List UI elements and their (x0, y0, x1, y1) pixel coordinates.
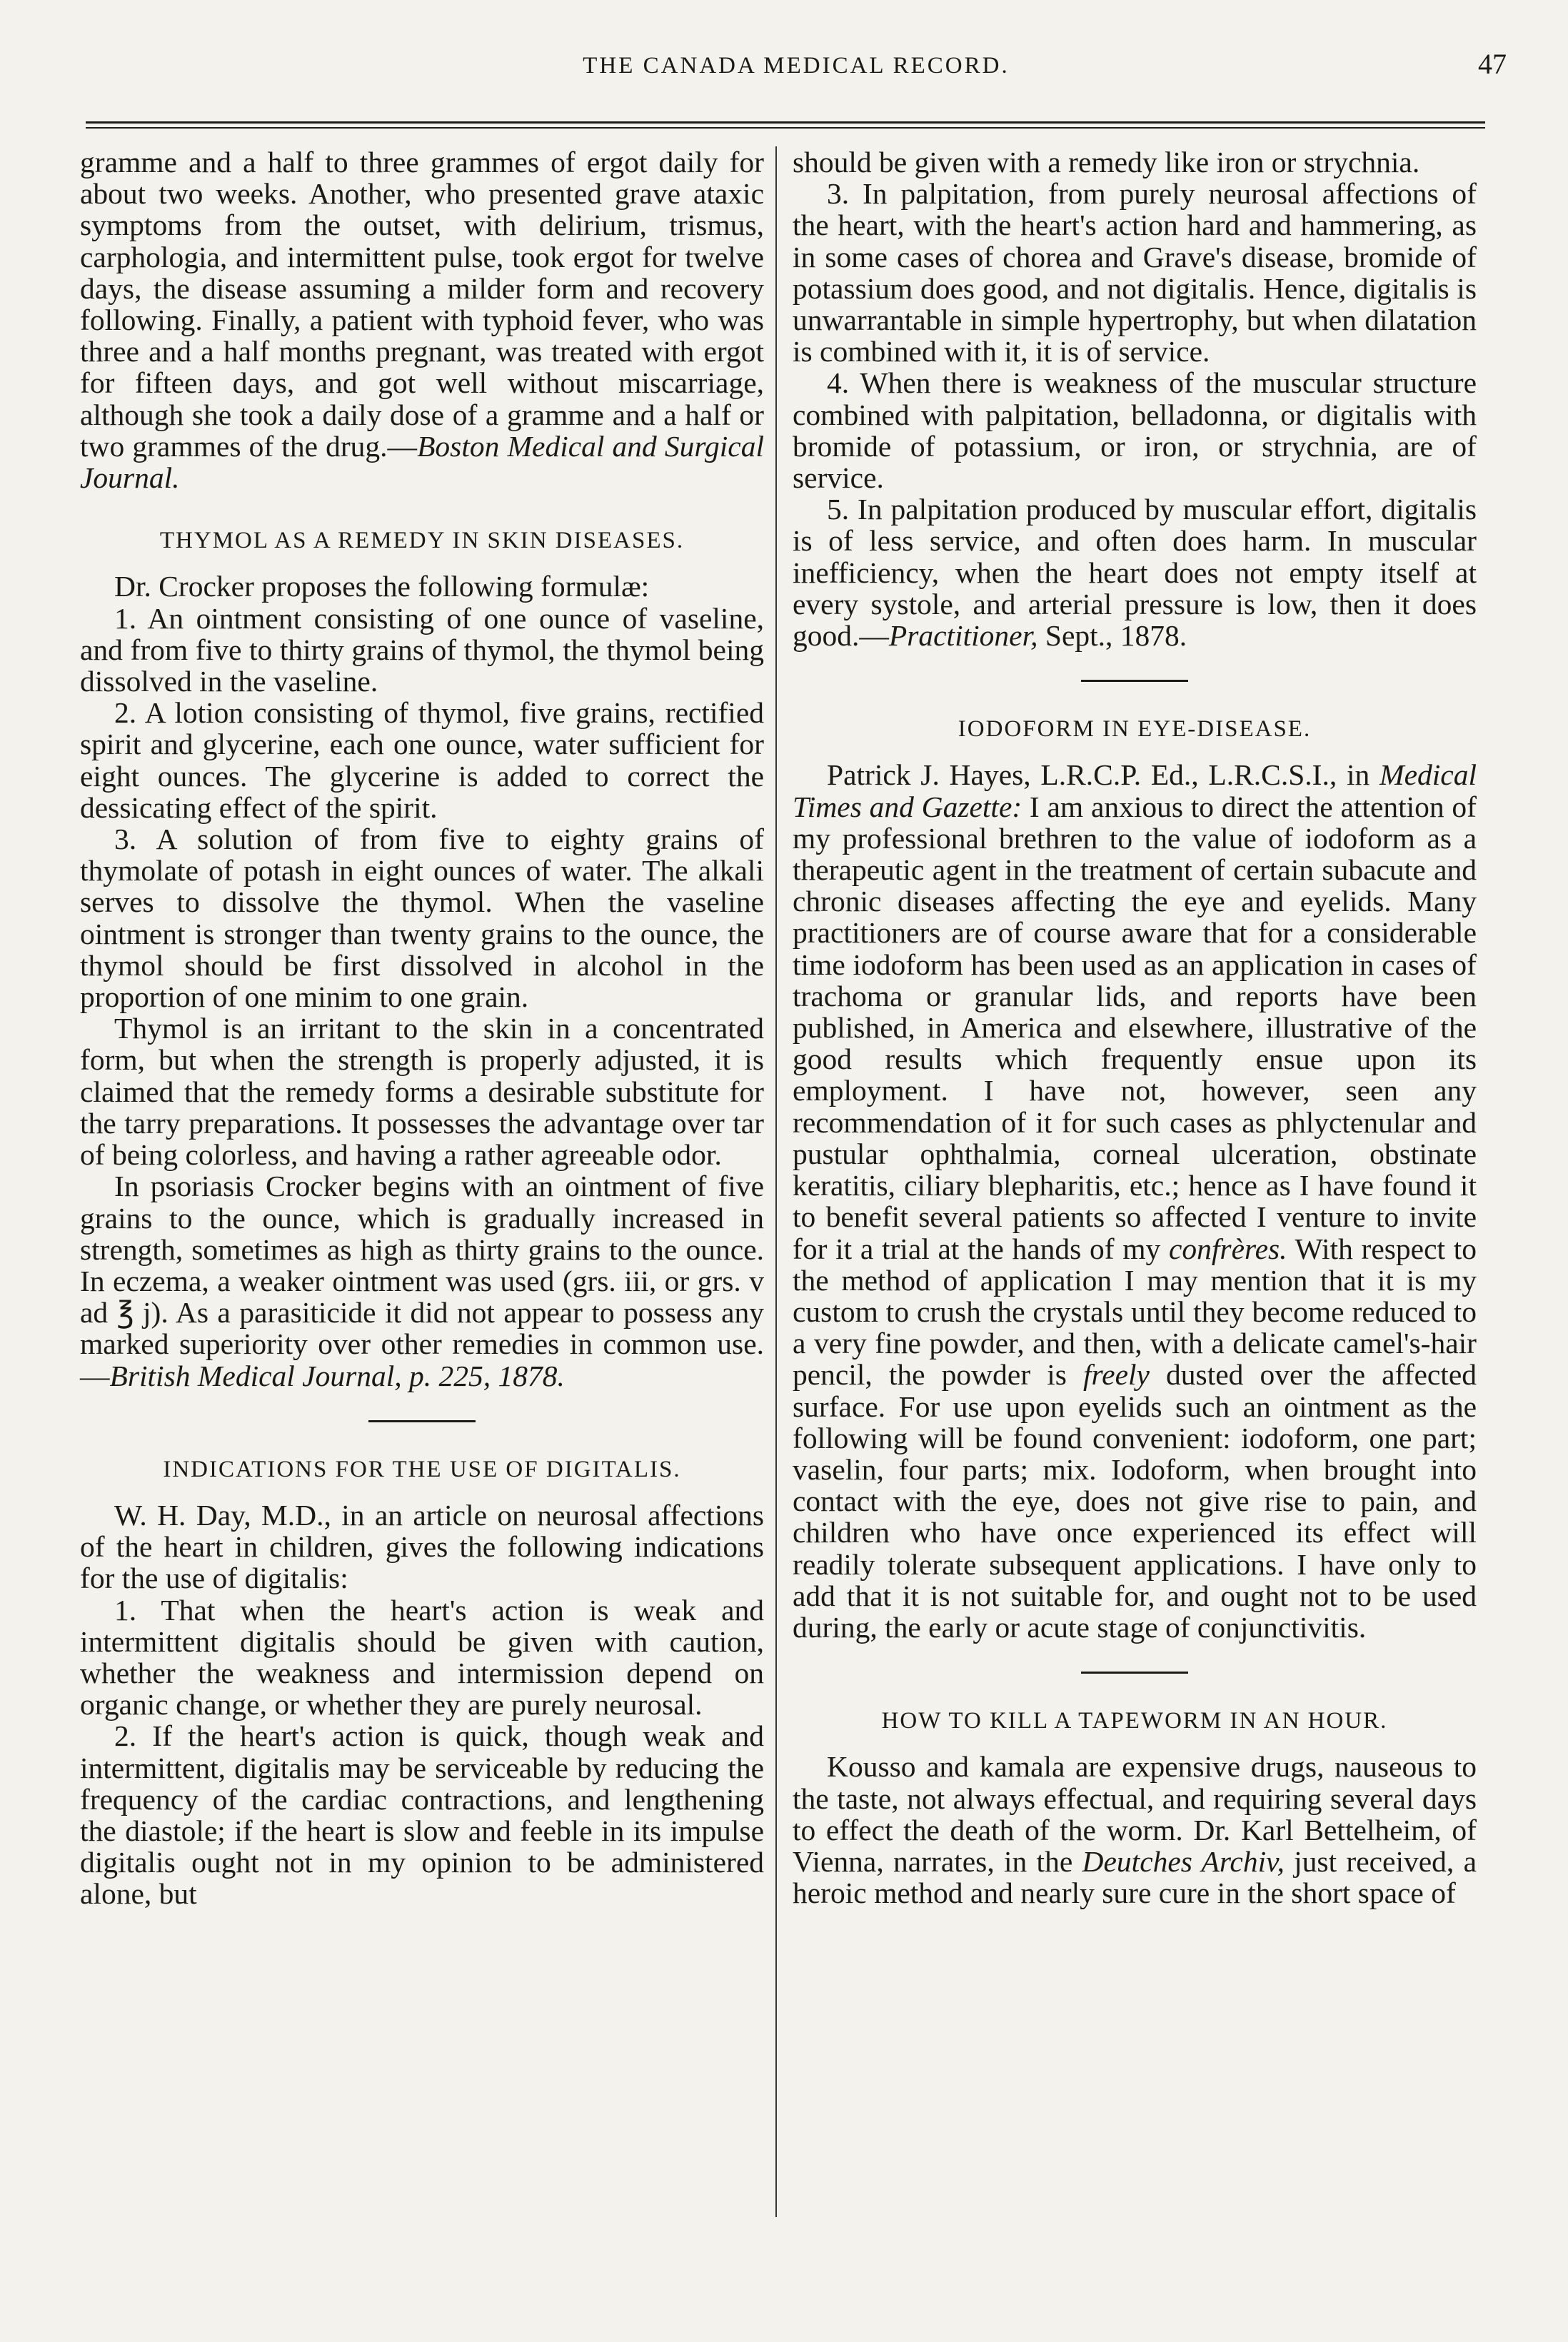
thymol-paragraph-4: Thymol is an irritant to the skin in a concentrated form, but when the strength is properly adjusted, it is claimed that the remedy forms a desirable substitute for the tarry preparations. It possesses the advantage over tar of being colorless, and having a rather agreeable odor. (80, 1012, 764, 1172)
iodoform-confreres: confrères. (1168, 1232, 1287, 1265)
ergot-paragraph-text: gramme and a half to three grammes of ergot daily for about two weeks. Another, who presented grave ataxic symptoms from the outset, with delirium, trismus, carphologia, and intermittent pulse, took ergot for twelve days, the disease assuming a milder form and recovery following. Finally, a patient with typhoid fever, who was three and a half months pregnant, was treated with ergot for fifteen days, and got well without miscarriage, although she took a daily dose of a gramme and a half or two grammes of the drug.— (80, 146, 764, 463)
tapeworm-journal: Deutches Archiv, (1082, 1844, 1285, 1878)
thymol-paragraph-5 (80, 1170, 764, 1391)
tapeworm-heading: HOW TO KILL A TAPEWORM IN AN HOUR. (881, 1708, 1388, 1734)
thymol-paragraph-5-source: British Medical Journal, p. 225, 1878. (109, 1359, 565, 1392)
journal-title: THE CANADA MEDICAL RECORD. (583, 53, 1010, 79)
header-double-rule (86, 121, 1485, 129)
iodoform-journal: Medical Times and Gazette: (793, 758, 1477, 823)
section-rule (368, 1420, 476, 1422)
running-head (86, 43, 1507, 93)
thymol-heading: THYMOL AS A REMEDY IN SKIN DISEASES. (159, 528, 685, 554)
section-rule (1081, 1672, 1188, 1674)
iodoform-text-end: dusted over the affected surface. For use upon eyelids such an ointment as the following will be found convenient: iodoform, one part; vaselin, four parts; mix. Iodoform, when brought into contact with the eye, does not give rise to pain, and children who have once experienced its effect will readily tolerate subsequent applications. I have only to add that it is not suitable for, and ought not to be used during, the early or acute stage of conjunctivitis. (793, 1358, 1477, 1644)
thymol-paragraph-3: 3. A solution of from five to eighty grains of thymolate of potash in eight ounces of water. The alkali serves to dissolve the thymol. When the vaseline ointment is stronger than twenty grains to the ounce, the thymol should be first dissolved in alcohol in the proportion of one minim to one grain. (80, 823, 764, 1014)
digitalis-intro: W. H. Day, M.D., in an article on neurosal affections of the heart in children, gives the following indications for the use of digitalis: (80, 1498, 764, 1595)
iodoform-text-mid: I am anxious to direct the attention of my professional brethren to the value of iodoform as a therapeutic agent in the treatment of certain subacute and chronic diseases affecting the eye and eyelids. Many practitioners are of course aware that for a considerable time iodoform has been used as an application in cases of trachoma or granular lids, and reports have been published, in America and elsewhere, illustrative of the good results which frequently ensue upon its employment. I have not, however, seen any recommendation of it for such cases as phlyctenular and pustular ophthalmia, corneal ulceration, obstinate keratitis, ciliary blepharitis, etc.; hence as I have found it to benefit several patients so affected I venture to invite for it a trial at the hands of my (793, 790, 1477, 1265)
digitalis-paragraph-5-date: Sept., 1878. (1037, 619, 1187, 653)
digitalis-paragraph-3: 3. In palpitation, from purely neurosal affections of the heart, with the heart's action hard and hammering, as in some cases of chorea and Grave's disease, bromide of potassium does good, and not digitalis. Hence, digitalis is unwarrantable in simple hypertrophy, but when dilatation is combined with it, it is of service. (793, 177, 1477, 368)
thymol-paragraph-5-text: In psoriasis Crocker begins with an ointment of five grains to the ounce, which is gradually increased in strength, sometimes as high as thirty grains to the ounce. In eczema, a weaker ointment was used (grs. iii, or grs. v ad ℥ j). As a parasiticide it did not appear to possess any marked superiority over other remedies in common use.— (80, 1170, 764, 1392)
ergot-paragraph-source: Boston Medical and Surgical Journal. (80, 429, 764, 495)
iodoform-paragraph (793, 759, 1477, 1643)
tapeworm-paragraph (793, 1751, 1477, 1909)
iodoform-freely: freely (1083, 1358, 1150, 1392)
iodoform-text-mid2: With respect to the method of application I may mention that it is my custom to crush the crystals until they become reduced to a very fine powder, and then, with a delicate camel's-hair pencil, the powder is (793, 1232, 1477, 1392)
digitalis-paragraph-5-source: Practitioner, (888, 619, 1038, 653)
digitalis-paragraph-2-continuation: should be given with a remedy like iron or strychnia. (793, 146, 1420, 179)
thymol-intro: Dr. Crocker proposes the following formulæ: (114, 570, 650, 603)
left-column (80, 146, 764, 1910)
digitalis-paragraph-5-text: 5. In palpitation produced by muscular effort, digitalis is of less service, and often does harm. In muscular inefficiency, when the heart does not empty itself at every systole, and arterial pressure is low, then it does good.— (793, 493, 1477, 653)
digitalis-heading: INDICATIONS FOR THE USE OF DIGITALIS. (163, 1456, 681, 1482)
digitalis-paragraph-4: 4. When there is weakness of the muscular structure combined with palpitation, belladonna, or digitalis with bromide of potassium, or iron, or strychnia, are of service. (793, 366, 1477, 495)
tapeworm-text-start: Kousso and kamala are expensive drugs, nauseous to the taste, not always effectual, and requiring several days to effect the death of the worm. Dr. Karl Bettelheim, of Vienna, narrates, in the (793, 1750, 1477, 1878)
thymol-paragraph-2: 2. A lotion consisting of thymol, five grains, rectified spirit and glycerine, each one ounce, water sufficient for eight ounces. The glycerine is added to correct the dessicating effect of the spirit. (80, 696, 764, 824)
thymol-paragraph-1: 1. An ointment consisting of one ounce of vaseline, and from five to thirty grains of thymol, the thymol being dissolved in the vaseline. (80, 601, 764, 698)
tapeworm-text-end: just received, a heroic method and nearly sure cure in the short space of (793, 1844, 1477, 1910)
page-number: 47 (1478, 48, 1507, 80)
digitalis-paragraph-2: 2. If the heart's action is quick, though weak and intermittent, digitalis may be serviceable by reducing the frequency of the cardiac contractions, and lengthening the diastole; if the heart is slow and feeble in its impulse digitalis ought not in my opinion to be administered alone, but (80, 1719, 764, 1911)
digitalis-paragraph-5 (793, 493, 1477, 651)
iodoform-heading: IODOFORM IN EYE-DISEASE. (958, 716, 1312, 743)
digitalis-paragraph-1: 1. That when the heart's action is weak and intermittent digitalis should be given with caution, whether the weakness and intermission depend on organic change, or whether they are purely neurosal. (80, 1593, 764, 1722)
ergot-paragraph-continuation (80, 146, 764, 493)
section-rule (1081, 680, 1188, 682)
iodoform-text-start: Patrick J. Hayes, L.R.C.P. Ed., L.R.C.S.I., in (827, 758, 1380, 792)
column-divider (775, 146, 777, 2217)
right-column (793, 146, 1477, 1909)
